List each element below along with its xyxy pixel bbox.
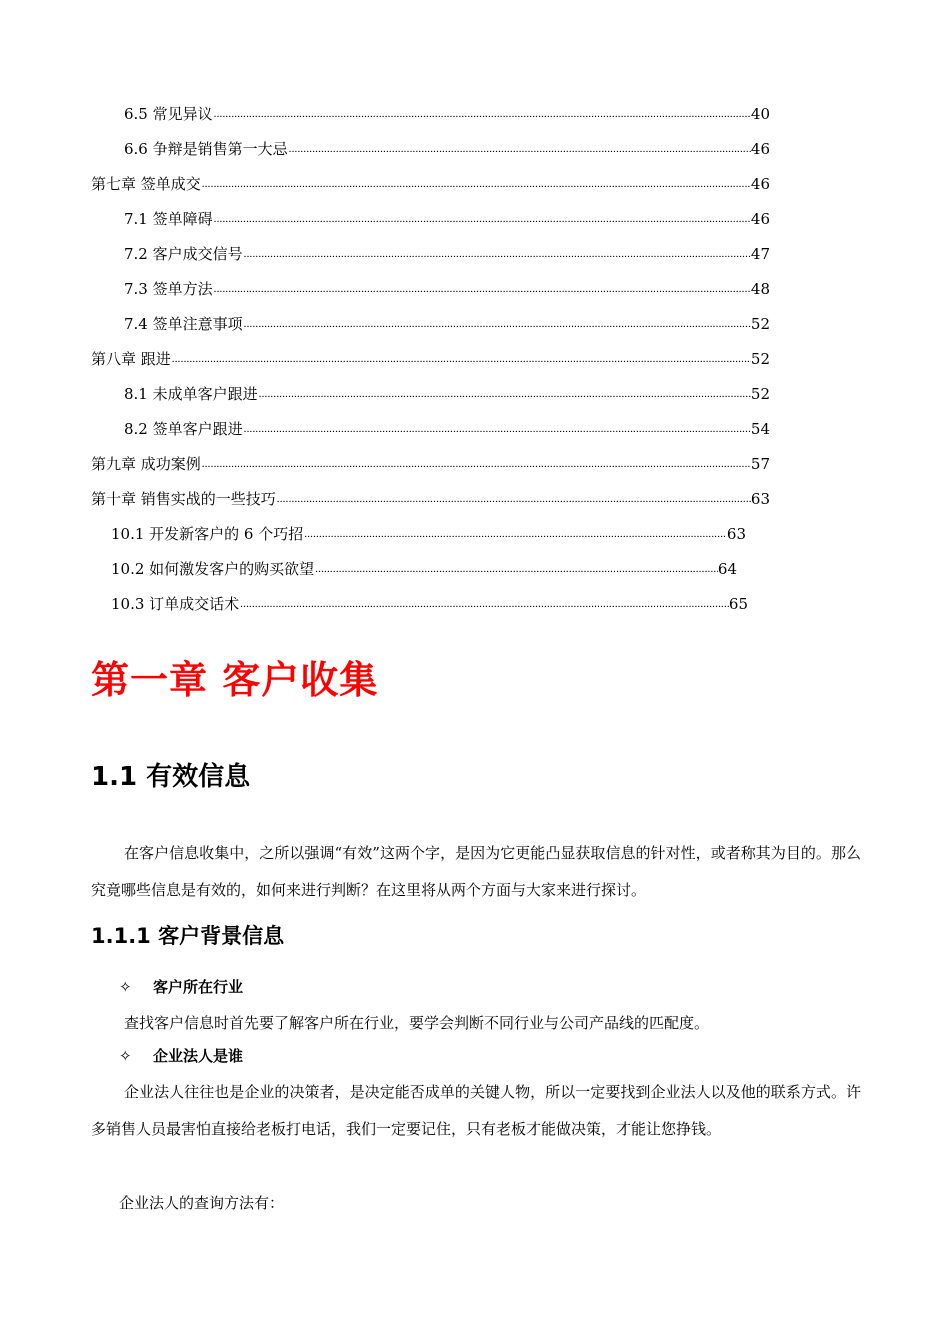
toc-entry-page: 48 bbox=[750, 280, 770, 298]
toc-entry[interactable] bbox=[124, 415, 770, 439]
toc-entry-label: 6.6 争辩是销售第一大忌 bbox=[124, 140, 288, 158]
bullet-label: 客户所在行业 bbox=[153, 978, 244, 996]
toc-entry-page: 64 bbox=[717, 560, 737, 578]
toc-entry-label: 7.4 签单注意事项 bbox=[124, 315, 243, 333]
toc-entry-label: 6.5 常见异议 bbox=[124, 105, 213, 123]
toc-entry-label: 10.2 如何激发客户的购买欲望 bbox=[111, 560, 315, 578]
section-title: 1.1 有效信息 bbox=[91, 762, 251, 792]
intro-paragraph: 在客户信息收集中，之所以强调“有效”这两个字，是因为它更能凸显获取信息的针对性，或者称其为目的。那么究竟哪些信息是有效的，如何来进行判断？在这里将从两个方面与大家来进行探讨。 bbox=[91, 844, 861, 899]
diamond-star-icon: ✧ bbox=[119, 978, 132, 996]
subsection-title: 1.1.1 客户背景信息 bbox=[91, 924, 285, 948]
toc-entry[interactable] bbox=[124, 100, 770, 124]
toc-entry-page: 57 bbox=[750, 455, 770, 473]
toc-entry[interactable] bbox=[124, 275, 770, 299]
toc-entry-label: 8.1 未成单客户跟进 bbox=[124, 385, 258, 403]
toc-entry-label: 第十章 销售实战的一些技巧 bbox=[91, 490, 276, 508]
toc-leader-dots bbox=[243, 317, 751, 331]
toc-entry-label: 10.1 开发新客户的 6 个巧招 bbox=[111, 525, 304, 543]
toc-leader-dots bbox=[213, 212, 751, 226]
bullet-item-industry bbox=[119, 976, 243, 998]
toc-entry[interactable] bbox=[91, 485, 770, 509]
toc-entry-page: 46 bbox=[750, 175, 770, 193]
toc-leader-dots bbox=[171, 352, 751, 366]
toc-entry[interactable] bbox=[91, 345, 770, 369]
bullet2-paragraph: 企业法人往往也是企业的决策者，是决定能否成单的关键人物，所以一定要找到企业法人以及他的联系方式。许多销售人员最害怕直接给老板打电话，我们一定要记住，只有老板才能做决策，才能让您挣钱。 bbox=[91, 1083, 861, 1138]
chapter-title: 第一章 客户收集 bbox=[91, 658, 379, 702]
toc-leader-dots bbox=[314, 562, 718, 576]
toc-leader-dots bbox=[239, 597, 729, 611]
toc-entry[interactable] bbox=[124, 310, 770, 334]
toc-entry-page: 40 bbox=[750, 105, 770, 123]
toc-leader-dots bbox=[288, 142, 751, 156]
toc-entry-label: 8.2 签单客户跟进 bbox=[124, 420, 243, 438]
toc-entry-page: 52 bbox=[750, 315, 770, 333]
toc-entry-page: 47 bbox=[750, 245, 770, 263]
toc-entry-label: 10.3 订单成交话术 bbox=[111, 595, 240, 613]
toc-leader-dots bbox=[258, 387, 751, 401]
toc-entry-label: 7.3 签单方法 bbox=[124, 280, 213, 298]
toc-entry[interactable] bbox=[91, 450, 770, 474]
toc-leader-dots bbox=[213, 282, 751, 296]
toc-entry-label: 7.1 签单障碍 bbox=[124, 210, 213, 228]
bullet1-paragraph: 查找客户信息时首先要了解客户所在行业，要学会判断不同行业与公司产品线的匹配度。 bbox=[124, 1014, 710, 1032]
toc-entry-label: 第七章 签单成交 bbox=[91, 175, 201, 193]
toc-entry-page: 52 bbox=[750, 385, 770, 403]
toc-leader-dots bbox=[201, 177, 751, 191]
toc-entry[interactable] bbox=[111, 555, 737, 579]
toc-leader-dots bbox=[243, 422, 751, 436]
toc-entry-page: 46 bbox=[750, 140, 770, 158]
toc-entry-page: 63 bbox=[750, 490, 770, 508]
diamond-star-icon: ✧ bbox=[119, 1047, 132, 1065]
toc-entry[interactable] bbox=[124, 380, 770, 404]
toc-entry-label: 第九章 成功案例 bbox=[91, 455, 201, 473]
toc-entry-page: 52 bbox=[750, 350, 770, 368]
toc-leader-dots bbox=[243, 247, 751, 261]
toc-entry[interactable] bbox=[124, 240, 770, 264]
toc-entry-label: 第八章 跟进 bbox=[91, 350, 171, 368]
toc-entry[interactable] bbox=[124, 205, 770, 229]
bullet-item-legal-person bbox=[119, 1045, 243, 1067]
toc-entry-page: 46 bbox=[750, 210, 770, 228]
toc-entry-label: 7.2 客户成交信号 bbox=[124, 245, 243, 263]
toc-leader-dots bbox=[201, 457, 751, 471]
toc-leader-dots bbox=[276, 492, 751, 506]
toc-leader-dots bbox=[303, 527, 727, 541]
closing-paragraph: 企业法人的查询方法有： bbox=[119, 1194, 285, 1212]
toc-entry[interactable] bbox=[111, 520, 746, 544]
toc-entry-page: 54 bbox=[750, 420, 770, 438]
toc-entry[interactable] bbox=[91, 170, 770, 194]
toc-leader-dots bbox=[213, 107, 751, 121]
toc-entry[interactable] bbox=[111, 590, 748, 614]
toc-entry-page: 65 bbox=[728, 595, 748, 613]
bullet-label: 企业法人是谁 bbox=[153, 1047, 244, 1065]
toc-entry[interactable] bbox=[124, 135, 770, 159]
toc-entry-page: 63 bbox=[726, 525, 746, 543]
